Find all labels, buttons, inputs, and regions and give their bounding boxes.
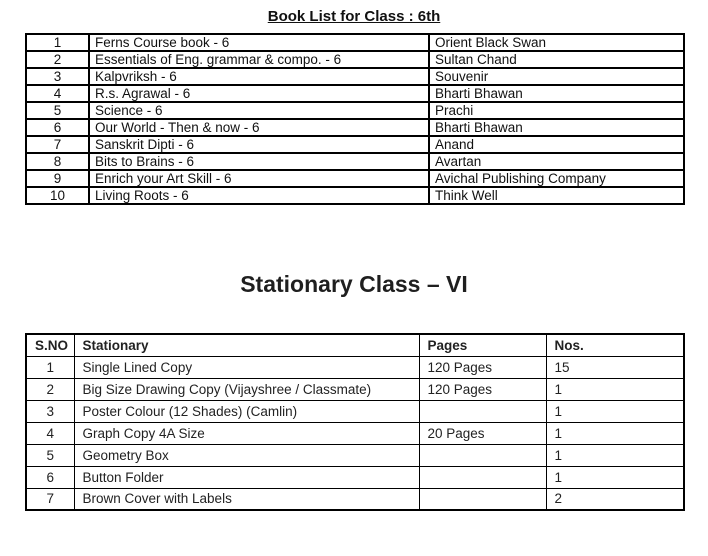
pages-cell — [419, 444, 546, 466]
book-list-title: Book List for Class : 6th — [267, 8, 441, 25]
publisher-cell: Sultan Chand — [429, 51, 684, 68]
pages-cell — [419, 488, 546, 510]
table-row — [26, 136, 684, 153]
table-row — [26, 488, 684, 510]
sno-cell: 5 — [26, 444, 74, 466]
book-name-cell: Science - 6 — [89, 102, 429, 119]
book-name-cell: Bits to Brains - 6 — [89, 153, 429, 170]
nos-cell: 1 — [546, 400, 684, 422]
book-no-cell: 5 — [26, 102, 89, 119]
publisher-cell: Avartan — [429, 153, 684, 170]
book-name-cell: Ferns Course book - 6 — [89, 34, 429, 51]
table-row — [26, 85, 684, 102]
book-no-cell: 2 — [26, 51, 89, 68]
publisher-cell: Avichal Publishing Company — [429, 170, 684, 187]
sno-cell: 6 — [26, 466, 74, 488]
nos-cell: 1 — [546, 444, 684, 466]
item-cell: Big Size Drawing Copy (Vijayshree / Classmate) — [74, 378, 419, 400]
publisher-cell: Anand — [429, 136, 684, 153]
publisher-cell: Orient Black Swan — [429, 34, 684, 51]
pages-cell: 20 Pages — [419, 422, 546, 444]
book-list-table — [25, 33, 685, 205]
sno-header: S.NO — [26, 334, 74, 356]
sno-cell: 4 — [26, 422, 74, 444]
pages-cell: 120 Pages — [419, 378, 546, 400]
item-cell: Button Folder — [74, 466, 419, 488]
pages-cell — [419, 466, 546, 488]
item-cell: Graph Copy 4A Size — [74, 422, 419, 444]
table-row — [26, 444, 684, 466]
table-row — [26, 153, 684, 170]
table-row — [26, 34, 684, 51]
nos-header: Nos. — [546, 334, 684, 356]
table-row — [26, 356, 684, 378]
table-row — [26, 378, 684, 400]
publisher-cell: Bharti Bhawan — [429, 85, 684, 102]
sno-cell: 7 — [26, 488, 74, 510]
book-no-cell: 8 — [26, 153, 89, 170]
publisher-cell: Bharti Bhawan — [429, 119, 684, 136]
book-name-cell: Kalpvriksh - 6 — [89, 68, 429, 85]
pages-header: Pages — [419, 334, 546, 356]
publisher-cell: Prachi — [429, 102, 684, 119]
table-row — [26, 187, 684, 204]
book-no-cell: 9 — [26, 170, 89, 187]
book-name-cell: Enrich your Art Skill - 6 — [89, 170, 429, 187]
sno-cell: 2 — [26, 378, 74, 400]
book-name-cell: Our World - Then & now - 6 — [89, 119, 429, 136]
pages-cell: 120 Pages — [419, 356, 546, 378]
stationary-header: Stationary — [74, 334, 419, 356]
book-no-cell: 1 — [26, 34, 89, 51]
book-no-cell: 3 — [26, 68, 89, 85]
book-name-cell: Living Roots - 6 — [89, 187, 429, 204]
table-row — [26, 170, 684, 187]
nos-cell: 2 — [546, 488, 684, 510]
nos-cell: 1 — [546, 378, 684, 400]
sno-cell: 1 — [26, 356, 74, 378]
book-no-cell: 6 — [26, 119, 89, 136]
book-name-cell: Sanskrit Dipti - 6 — [89, 136, 429, 153]
table-row — [26, 466, 684, 488]
publisher-cell: Think Well — [429, 187, 684, 204]
table-row — [26, 51, 684, 68]
sno-cell: 3 — [26, 400, 74, 422]
stationary-table — [25, 333, 685, 511]
book-no-cell: 4 — [26, 85, 89, 102]
nos-cell: 15 — [546, 356, 684, 378]
nos-cell: 1 — [546, 422, 684, 444]
table-row — [26, 400, 684, 422]
item-cell: Geometry Box — [74, 444, 419, 466]
nos-cell: 1 — [546, 466, 684, 488]
pages-cell — [419, 400, 546, 422]
book-name-cell: R.s. Agrawal - 6 — [89, 85, 429, 102]
item-cell: Poster Colour (12 Shades) (Camlin) — [74, 400, 419, 422]
book-no-cell: 7 — [26, 136, 89, 153]
book-name-cell: Essentials of Eng. grammar & compo. - 6 — [89, 51, 429, 68]
stationary-title: Stationary Class – VI — [240, 271, 468, 297]
publisher-cell: Souvenir — [429, 68, 684, 85]
table-row — [26, 422, 684, 444]
table-row — [26, 102, 684, 119]
item-cell: Brown Cover with Labels — [74, 488, 419, 510]
table-row — [26, 68, 684, 85]
book-no-cell: 10 — [26, 187, 89, 204]
table-row — [26, 119, 684, 136]
item-cell: Single Lined Copy — [74, 356, 419, 378]
table-header-row — [26, 334, 684, 356]
